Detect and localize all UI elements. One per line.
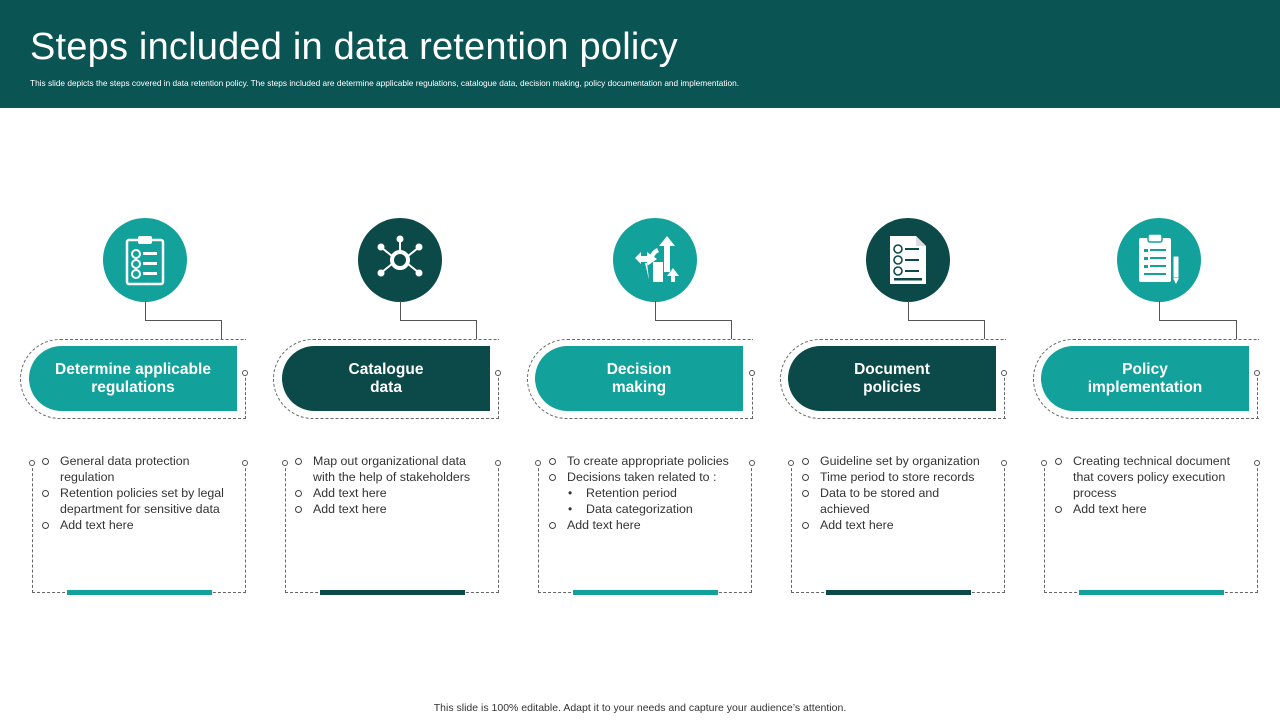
outline-dot <box>495 370 501 376</box>
list-item: Guideline set by organization <box>792 453 992 469</box>
list-item: Data to be stored and achieved <box>792 485 992 517</box>
step-accent-bar <box>320 590 465 595</box>
connector-line <box>655 301 732 321</box>
step-title-pill <box>535 346 743 411</box>
list-item: General data protection regulation <box>32 453 232 485</box>
step-title-line1: Document <box>854 360 930 378</box>
step-title-line2: regulations <box>91 378 175 396</box>
connector-drop <box>221 320 222 339</box>
box-dot-right <box>1254 460 1260 466</box>
outline-dot <box>1001 370 1007 376</box>
outline-edge <box>1004 373 1005 419</box>
outline-edge <box>498 373 499 419</box>
outline-dot <box>749 370 755 376</box>
list-item: Add text here <box>285 501 485 517</box>
outline-edge <box>752 373 753 419</box>
step-title-pill <box>282 346 490 411</box>
list-item: Retention policies set by legal department for sensitive data <box>32 485 232 517</box>
connector-drop <box>1236 320 1237 339</box>
list-item: Add text here <box>285 485 485 501</box>
clipboard-pen-icon <box>1117 218 1201 302</box>
step-title-line2: implementation <box>1087 378 1203 396</box>
connector-line <box>1159 301 1237 321</box>
connector-line <box>400 301 477 321</box>
step-accent-bar <box>67 590 212 595</box>
list-item: Add text here <box>792 517 992 533</box>
list-item: Add text here <box>539 517 739 533</box>
header-banner <box>0 0 1280 108</box>
step-title-pill <box>788 346 996 411</box>
step-title-line1: Catalogue <box>348 360 424 378</box>
step-item-list <box>539 453 739 533</box>
connector-line <box>908 301 985 321</box>
step-title-pill <box>1041 346 1249 411</box>
outline-dot <box>242 370 248 376</box>
page-title: Steps included in data retention policy <box>30 26 678 68</box>
step-accent-bar <box>1079 590 1224 595</box>
list-item: Time period to store records <box>792 469 992 485</box>
list-item: Map out organizational data with the help of stakeholders <box>285 453 485 485</box>
box-dot-right <box>1001 460 1007 466</box>
step-item-list <box>792 453 992 533</box>
list-item: Add text here <box>1045 501 1245 517</box>
step-accent-bar <box>826 590 971 595</box>
dollar-document-icon <box>866 218 950 302</box>
step-item-list <box>285 453 485 517</box>
connector-drop <box>731 320 732 339</box>
list-sub-item: • Retention period <box>539 485 739 501</box>
box-dot-right <box>495 460 501 466</box>
step-item-list <box>32 453 232 533</box>
step-item-list <box>1045 453 1245 517</box>
step-title-pill <box>29 346 237 411</box>
connector-drop <box>984 320 985 339</box>
step-title-line1: Policy <box>1122 360 1168 378</box>
page-subtitle: This slide depicts the steps covered in data retention policy. The steps included are determine applicable regulations, catalogue data, decision making, policy documentation and implementation. <box>30 78 740 88</box>
outline-edge <box>245 373 246 419</box>
box-dot-right <box>749 460 755 466</box>
list-item: To create appropriate policies <box>539 453 739 469</box>
decision-arrows-icon <box>613 218 697 302</box>
outline-edge <box>1257 373 1258 419</box>
outline-dot <box>1254 370 1260 376</box>
step-title-line1: Decision <box>606 360 672 378</box>
list-item: Decisions taken related to : <box>539 469 739 485</box>
step-title-line2: making <box>611 378 667 396</box>
list-sub-item: • Data categorization <box>539 501 739 517</box>
connector-drop <box>476 320 477 339</box>
step-title-line2: policies <box>863 378 921 396</box>
step-title-line1: Determine applicable <box>55 360 211 378</box>
step-title-line2: data <box>370 378 402 396</box>
connector-line <box>145 301 222 321</box>
step-accent-bar <box>573 590 718 595</box>
list-item: Add text here <box>32 517 232 533</box>
list-item: Creating technical document that covers policy execution process <box>1045 453 1245 501</box>
footer-note: This slide is 100% editable. Adapt it to your needs and capture your audience’s attention. <box>433 702 847 714</box>
data-network-icon <box>358 218 442 302</box>
box-dot-right <box>242 460 248 466</box>
clipboard-checklist-icon <box>103 218 187 302</box>
